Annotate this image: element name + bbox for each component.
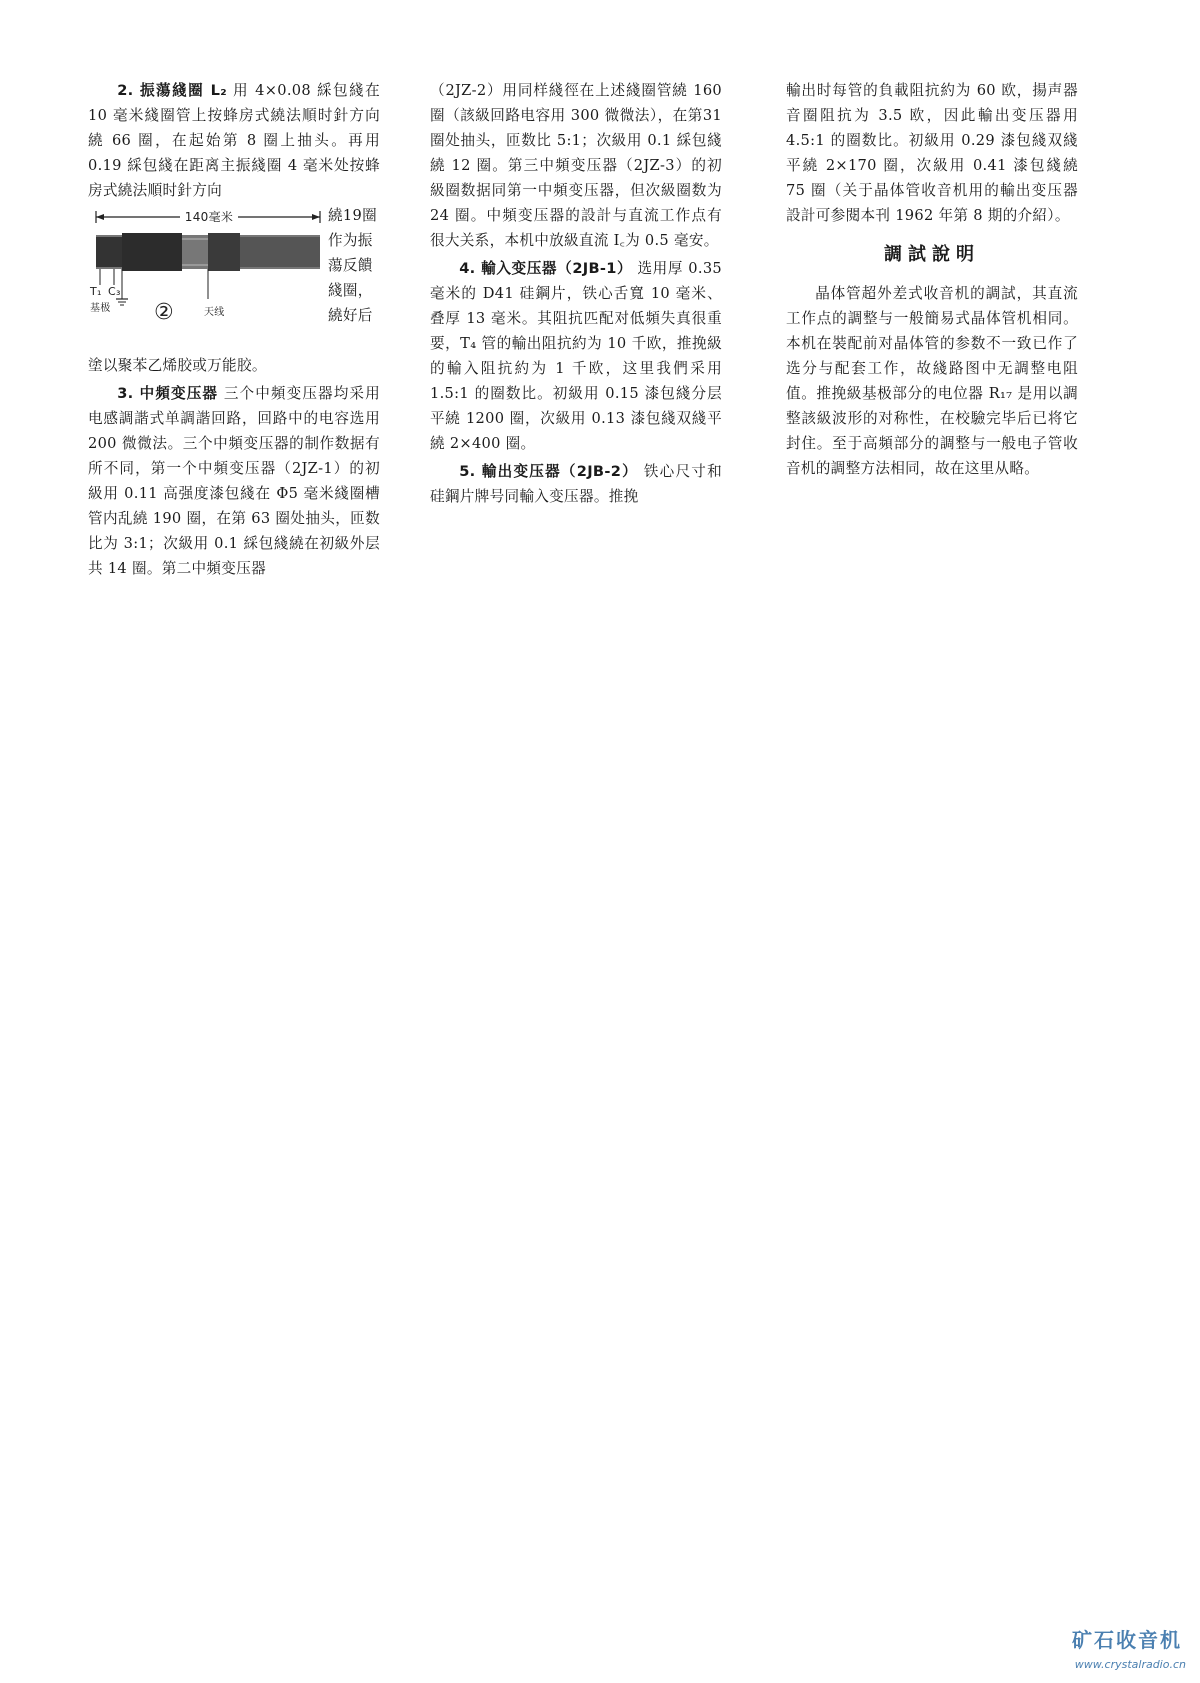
section-5-heading: 5. 輸出变压器（2JB-2） [459,463,638,480]
section-2-heading: 2. 振蕩綫圈 L₂ [117,82,227,99]
label-c3: C₃ [108,285,121,298]
section-2-continuation: 塗以聚苯乙烯胶或万能胶。 [88,357,267,374]
if-transformer-continuation: （2JZ-2）用同样綫徑在上述綫圈管繞 160圈（該級回路电容用 300 微微法），在第31 圈处抽头，匝数比 5:1；次級用 0.1 綵包綫繞 12 圈。第三中頻变压器（2JZ-3）的初級圈数据同第一中頻变压器，但次級圈数为 24 圈。中頻变压器的設計与直流工作点有很大关系，本机中放級直流 I꜀为 0.5 毫安。 [430,82,722,249]
output-transformer-continuation: 輸出时每管的負載阻抗約为 60 欧，揚声器音圈阻抗为 3.5 欧，因此輸出变压器用 4.5:1 的圈数比。初級用 0.29 漆包綫双綫平繞 2×170 圈，次級用 0.41 漆包綫繞 75 圈（关于晶体管收音机用的輸出变压器設計可参閱本刊 1962 年第 8 期的介紹）。 [786,82,1078,224]
section-5-text: 铁心尺寸和硅鋼片牌号同輸入变压器。推挽 [430,463,722,505]
adjustment-paragraph: 晶体管超外差式收音机的調試，其直流工作点的調整与一般簡易式晶体管机相同。本机在裝配前对晶体管的参数不一致已作了选分与配套工作，故綫路图中无調整电阻值。推挽級基极部分的电位器 R₁₇ 是用以調整該級波形的对称性，在校驗完毕后已将它封住。至于高頻部分的調整与一般电子管收音机的調整方法相同，故在这里从略。 [786,285,1078,477]
figure-row [88,203,380,353]
label-base: 基极 [90,303,111,314]
column-3 [786,78,1078,481]
section-4-heading: 4. 輸入变压器（2JB-1） [459,260,633,277]
section-5-paragraph [430,459,722,509]
watermark-logo: 矿石收音机 [1072,1628,1182,1652]
column-2 [430,78,722,509]
dimension-label: 140毫米 [184,210,234,224]
label-t1: T₁ [90,285,102,298]
watermark-url: www.crystalradio.cn [1074,1658,1186,1671]
column-1 [88,78,380,581]
section-2-paragraph [88,78,380,203]
section-4-text: 选用厚 0.35 毫米的 D41 硅鋼片，铁心舌寬 10 毫米、叠厚 13 毫米。其阻抗匹配对低頻失真很重要，T₄ 管的輸出阻抗約为 10 千欧，推挽級的輸入阻抗約为 1 千欧，这里我們采用 1.5:1 的圈数比。初級用 0.15 漆包綫分层平繞 1200 圈，次級用 0.13 漆包綫双綫平繞 2×400 圈。 [430,260,722,452]
oscillator-coil-figure [88,203,328,353]
figure-number: ② [154,300,175,325]
section-4-paragraph [430,256,722,456]
section-3-text: 三个中頻变压器均采用电感調諧式单調諧回路，回路中的电容选用 200 微微法。三个中頻变压器的制作数据有所不同，第一个中頻变压器（2JZ-1）的初級用 0.11 高强度漆包綫在 Φ5 毫米綫圈槽管内乱繞 190 圈，在第 63 圈处抽头，匝数比为 3:1；次級用 0.1 綵包綫繞在初級外层共 14 圈。第二中頻变压器 [88,385,380,577]
adjustment-section-title: 調試說明 [884,244,980,265]
figure-side-text: 繞19圈作为振蕩反饋綫圈，繞好后 [328,207,377,324]
coil-diagram [88,203,328,353]
section-2-text: 用 4×0.08 綵包綫在 10 毫米綫圈管上按蜂房式繞法順时針方向繞 66 圈，在起始第 8 圈上抽头。再用 0.19 綵包綫在距离主振綫圈 4 毫米处按蜂房式繞法順时針方向 [88,82,380,199]
label-antenna: 天线 [204,307,225,318]
section-3-paragraph [88,381,380,581]
section-3-heading: 3. 中頻变压器 [117,385,219,402]
